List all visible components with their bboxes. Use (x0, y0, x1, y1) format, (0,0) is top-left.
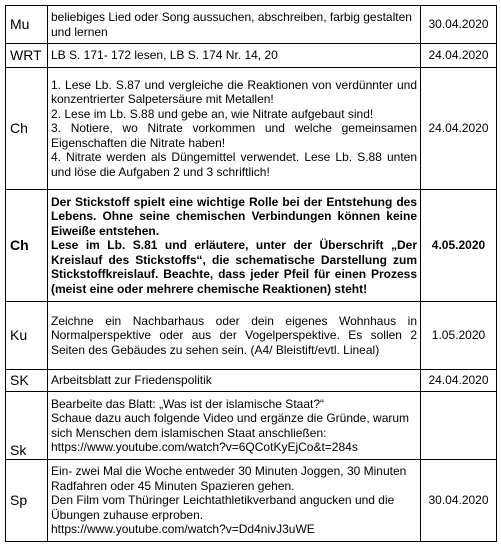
subject-cell: Ku (6, 302, 48, 370)
task-line: Ein- zwei Mal die Woche entweder 30 Minuten Joggen, 30 Minuten Radfahren oder 45 Minuten Spazieren gehen. (51, 464, 407, 493)
subject-cell: Ch (6, 68, 48, 190)
subject-cell: SK (6, 370, 48, 392)
task-cell (48, 6, 421, 44)
subject-cell: Sp (6, 460, 48, 542)
task-cell (48, 44, 421, 68)
date-cell: 24.04.2020 (421, 68, 497, 190)
date-cell: 24.04.2020 (421, 44, 497, 68)
subject-cell: Ch (6, 190, 48, 302)
task-line: Der Stickstoff spielt eine wichtige Rolle bei der Entstehung des Lebens. Ohne seine chemischen Verbindungen können keine Eiweiße entstehen. (51, 195, 417, 238)
table-row (6, 44, 497, 68)
task-line: beliebiges Lied oder Song aussuchen, abschreiben, farbig gestalten und lernen (51, 10, 412, 39)
task-line: Lese im Lb. S.81 und erläutere, unter der Überschrift „Der Kreislauf des Stickstoffs“, die schematische Darstellung zum Stickstoffkreislauf. Beachte, dass jeder Pfeil für einen Prozess (meist eine oder mehrere chemische Reaktionen) steht! (51, 238, 417, 296)
table-row (6, 460, 497, 542)
task-line: LB S. 171- 172 lesen, LB S. 174 Nr. 14, 20 (51, 48, 278, 63)
date-cell: 30.04.2020 (421, 460, 497, 542)
table-row (6, 6, 497, 44)
task-line: Bearbeite das Blatt: „Was ist der islamische Staat?“ (51, 396, 324, 411)
task-line: Schaue dazu auch folgende Video und ergänze die Gründe, warum sich Menschen dem islamischen Staat anschließen: (51, 411, 410, 440)
task-cell (48, 392, 421, 460)
task-line: 3. Notiere, wo Nitrate vorkommen und welche gemeinsamen Eigenschaften die Nitrate haben! (51, 121, 417, 150)
date-cell (421, 392, 497, 460)
table-row (6, 190, 497, 302)
task-line: Arbeitsblatt zur Friedenspolitik (51, 373, 212, 388)
table-row (6, 392, 497, 460)
date-cell: 30.04.2020 (421, 6, 497, 44)
task-cell (48, 370, 421, 392)
task-line: Zeichne ein Nachbarhaus oder dein eigenes Wohnhaus in Normalperspektive oder aus der Vogelperspektive. Es sollen 2 Seiten des Gebäudes zu sehen sein. (A4/ Bleistift/evtl. Lineal) (51, 313, 417, 357)
table-row (6, 302, 497, 370)
task-line: 4. Nitrate werden als Düngemittel verwendet. Lese Lb. S.88 unten und löse die Aufgaben 2 und 3 schriftlich! (51, 150, 417, 179)
homework-table (5, 5, 497, 542)
date-cell: 4.05.2020 (421, 190, 497, 302)
task-line: 2. Lese im Lb. S.88 und gebe an, wie Nitrate aufgebaut sind! (51, 106, 374, 121)
task-cell (48, 190, 421, 302)
task-line: 1. Lese Lb. S.87 und vergleiche die Reaktionen von verdünnter und konzentrierter Salpetersäure mit Metallen! (51, 78, 417, 107)
date-cell: 24.04.2020 (421, 370, 497, 392)
task-line: https://www.youtube.com/watch?v=Dd4nivJ3uWE (51, 522, 315, 537)
task-line: Den Film vom Thüringer Leichtathletikverband angucken und die Übungen zuhause erproben. (51, 493, 395, 522)
subject-cell: Sk (6, 392, 48, 460)
task-cell (48, 68, 421, 190)
task-cell (48, 302, 421, 370)
date-cell: 1.05.2020 (421, 302, 497, 370)
table-row (6, 68, 497, 190)
task-line: https://www.youtube.com/watch?v=6QCotKyEjCo&t=284s (51, 439, 358, 454)
task-cell (48, 460, 421, 542)
subject-cell: WRT (6, 44, 48, 68)
subject-cell: Mu (6, 6, 48, 44)
table-row (6, 370, 497, 392)
